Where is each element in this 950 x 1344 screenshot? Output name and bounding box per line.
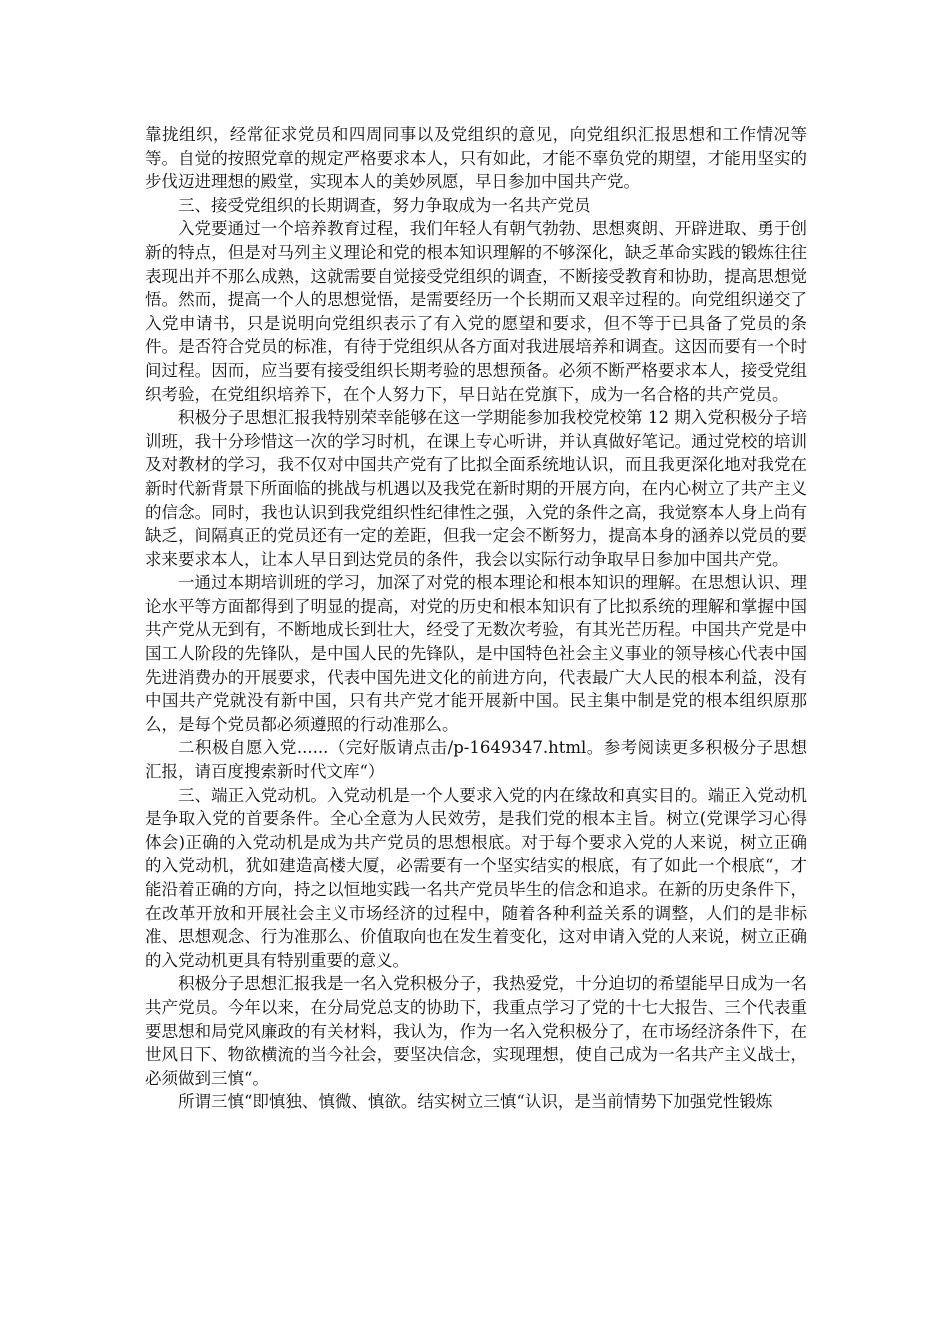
section-heading-3: 三、接受党组织的长期调查，努力争取成为一名共产党员 — [178, 195, 591, 215]
paragraph-7: 三、端正入党动机。入党动机是一个人要求入党的内在缘故和真实目的。端正入党动机是争取入党的首要条件。全心全意为人民效劳，是我们党的根本主旨。树立(党课学习心得体会)正确的入党动机是成为共产党员的思想根底。对于每个要求入党的人来说，树立正确的入党动机，犹如建造高楼大厦，必需要有一个坚实结实的根底，有了如此一个根底“，才能沿着正确的方向，持之以恒地实践一名共产党员毕生的信念和追求。在新的历史条件下，在改革开放和开展社会主义市场经济的过程中，随着各种利益关系的调整，人们的是非标准、思想观念、行为准那么、价值取向也在发生着变化，这对申请入党的人来说，树立正确的入党动机更具有特别重要的意义。 — [145, 785, 807, 970]
document-page — [145, 123, 807, 1114]
paragraph-1: 靠拢组织，经常征求党员和四周同事以及党组织的意见，向党组织汇报思想和工作情况等等。自觉的按照党章的规定严格要求本人，只有如此，才能不辜负党的期望，才能用坚实的步伐迈进理想的殿堂，实现本人的美妙夙愿，早日参加中国共产党。 — [145, 125, 807, 192]
paragraph-5: 一通过本期培训班的学习，加深了对党的根本理论和根本知识的理解。在思想认识、理论水平等方面都得到了明显的提高，对党的历史和根本知识有了比拟系统的理解和掌握中国共产党从无到有，不断地成长到壮大，经受了无数次考验，有其光芒历程。中国共产党是中国工人阶段的先锋队，是中国人民的先锋队，是中国特色社会主义事业的领导核心代表中国先进消费办的开展要求，代表中国先进文化的前进方向，代表最广大人民的根本利益，没有中国共产党就没有新中国，只有共产党才能开展新中国。民主集中制是党的根本组织原那么，是每个党员都必须遵照的行动准那么。 — [145, 573, 807, 734]
paragraph-3: 入党要通过一个培养教育过程，我们年轻人有朝气勃勃、思想爽朗、开辟进取、勇于创新的特点，但是对马列主义理论和党的根本知识理解的不够深化，缺乏革命实践的锻炼往往表现出并不那么成熟，这就需要自觉接受党组织的调查，不断接受教育和协助，提高思想觉悟。然而，提高一个人的思想觉悟，是需要经历一个长期而又艰辛过程的。向党组织递交了入党申请书，只是说明向党组织表示了有入党的愿望和要求，但不等于已具备了党员的条件。是否符合党员的标准，有待于党组织从各方面对我进展培养和调查。这因而要有一个时间过程。因而，应当要有接受组织长期考验的思想预备。必须不断严格要求本人，接受党组织考验，在党组织培养下，在个人努力下，早日站在党旗下，成为一名合格的共产党员。 — [145, 219, 807, 404]
paragraph-9: 所谓三慎“即慎独、慎微、慎欲。结实树立三慎“认识，是当前情势下加强党性锻炼 — [178, 1092, 773, 1112]
paragraph-8: 积极分子思想汇报我是一名入党积极分子，我热爱党，十分迫切的希望能早日成为一名共产党员。今年以来，在分局党总支的协助下，我重点学习了党的十七大报告、三个代表重要思想和局党风廉政的有关材料，我认为，作为一名入党积极分了，在市场经济条件下，在世风日下、物欲横流的当今社会，要坚决信念，实现理想，使自己成为一名共产主义战士，必须做到三慎“。 — [145, 974, 807, 1088]
paragraph-4: 积极分子思想汇报我特别荣幸能够在这一学期能参加我校党校第 12 期入党积极分子培训班，我十分珍惜这一次的学习时机，在课上专心听讲，并认真做好笔记。通过党校的培训及对教材的学习，我不仅对中国共产党有了比拟全面系统地认识，而且我更深化地对我党在新时代新背景下所面临的挑战与机遇以及我党在新时期的开展方向，在内心树立了共产主义的信念。同时，我也认识到我党组织性纪律性之强，入党的条件之高，我觉察本人身上尚有缺乏，间隔真正的党员还有一定的差距，但我一定会不断努力，提高本身的涵养以党员的要求来要求本人，让本人早日到达党员的条件，我会以实际行动争取早日参加中国共产党。 — [145, 408, 807, 569]
paragraph-6: 二积极自愿入党......（完好版请点击/p-1649347.html。参考阅读更多积极分子思想汇报，请百度搜索新时代文库“） — [145, 738, 807, 782]
